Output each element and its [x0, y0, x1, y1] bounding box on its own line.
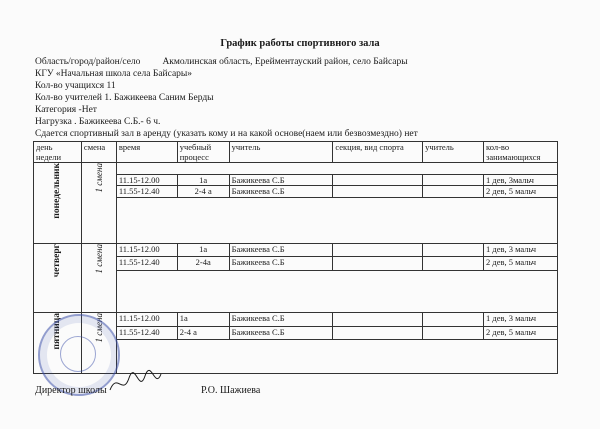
- header-time: время: [116, 142, 177, 163]
- teacher2-cell: [423, 313, 484, 327]
- empty-cell: [116, 198, 557, 244]
- day-label: пятница: [52, 313, 63, 350]
- header-section: секция, вид спорта: [333, 142, 423, 163]
- section-cell: [333, 244, 423, 257]
- header-teacher: учитель: [229, 142, 333, 163]
- signature-mark: [105, 368, 165, 398]
- count-cell: 2 дев, 5 мальч: [484, 186, 558, 198]
- empty-cell: [116, 163, 557, 175]
- header-shift: смена: [81, 142, 116, 163]
- teacher-cell: Бажикеева С.Б: [229, 326, 333, 340]
- table-row: [34, 163, 558, 175]
- process-cell: 2-4 а: [177, 186, 229, 198]
- count-cell: 2 дев, 5 мальч: [484, 257, 558, 270]
- count-cell: 1 дев, 3мальч: [484, 174, 558, 186]
- shift-label: 1 смена: [93, 313, 104, 343]
- rent-line: Сдается спортивный зал в аренду (указать кому и на какой основе(наем или безвозмездно) нет: [35, 129, 418, 139]
- count-cell: 1 дев, 3 мальч: [484, 244, 558, 257]
- process-cell: 2-4а: [177, 257, 229, 270]
- shift-label: 1 смена: [93, 163, 104, 193]
- header-count: кол-во занимающихся: [484, 142, 558, 163]
- teacher-cell: Бажикеева С.Б: [229, 313, 333, 327]
- category-line: Категория -Нет: [35, 105, 97, 115]
- teacher2-cell: [423, 174, 484, 186]
- school-line: КГУ «Начальная школа села Байсары»: [35, 69, 193, 79]
- header-teacher2: учитель: [423, 142, 484, 163]
- shift-cell: [81, 244, 116, 313]
- region-value: Акмолинская область, Ерейментауский район, село Байсары: [162, 57, 408, 67]
- shift-label: 1 смена: [93, 244, 104, 274]
- teacher2-cell: [423, 257, 484, 270]
- teacher2-cell: [423, 186, 484, 198]
- students-line: Кол-во учащихся 11: [35, 81, 116, 91]
- director-name: Р.О. Шажиева: [201, 385, 261, 396]
- teacher-cell: Бажикеева С.Б: [229, 244, 333, 257]
- section-cell: [333, 313, 423, 327]
- section-cell: [333, 326, 423, 340]
- empty-cell: [116, 270, 557, 312]
- section-cell: [333, 257, 423, 270]
- table-row: [34, 313, 558, 327]
- teacher-cell: Бажикеева С.Б: [229, 174, 333, 186]
- teacher2-cell: [423, 244, 484, 257]
- region-line: [35, 57, 408, 67]
- day-label: четверг: [52, 244, 63, 278]
- region-label: Область/город/район/село: [35, 57, 141, 67]
- shift-cell: [81, 163, 116, 244]
- teacher-cell: Бажикеева С.Б: [229, 186, 333, 198]
- process-cell: 1а: [177, 174, 229, 186]
- count-cell: 2 дев, 5 мальч: [484, 326, 558, 340]
- time-cell: 11.55-12.40: [116, 186, 177, 198]
- time-cell: 11.55-12.40: [116, 326, 177, 340]
- process-cell: 1а: [177, 313, 229, 327]
- process-cell: 1а: [177, 244, 229, 257]
- director-label: Директор школы: [35, 385, 107, 396]
- teacher2-cell: [423, 326, 484, 340]
- time-cell: 11.55-12.40: [116, 257, 177, 270]
- document-title: График работы спортивного зала: [220, 38, 380, 49]
- section-cell: [333, 186, 423, 198]
- process-cell: 2-4 а: [177, 326, 229, 340]
- teachers-line: Кол-во учителей 1. Бажикеева Саним Берды: [35, 93, 214, 103]
- time-cell: 11.15-12.00: [116, 313, 177, 327]
- empty-cell: [116, 340, 557, 374]
- day-cell: [34, 163, 82, 244]
- table-header-row: [34, 142, 558, 163]
- day-cell: [34, 244, 82, 313]
- header-process: учебный процесс: [177, 142, 229, 163]
- header-day: день недели: [34, 142, 82, 163]
- time-cell: 11.15-12.00: [116, 244, 177, 257]
- time-cell: 11.15-12.00: [116, 174, 177, 186]
- section-cell: [333, 174, 423, 186]
- table-row: [34, 244, 558, 257]
- load-line: Нагрузка . Бажикеева С.Б.- 6 ч.: [35, 117, 161, 127]
- teacher-cell: Бажикеева С.Б: [229, 257, 333, 270]
- count-cell: 1 дев, 3 мальч: [484, 313, 558, 327]
- day-label: понедельник: [52, 163, 63, 219]
